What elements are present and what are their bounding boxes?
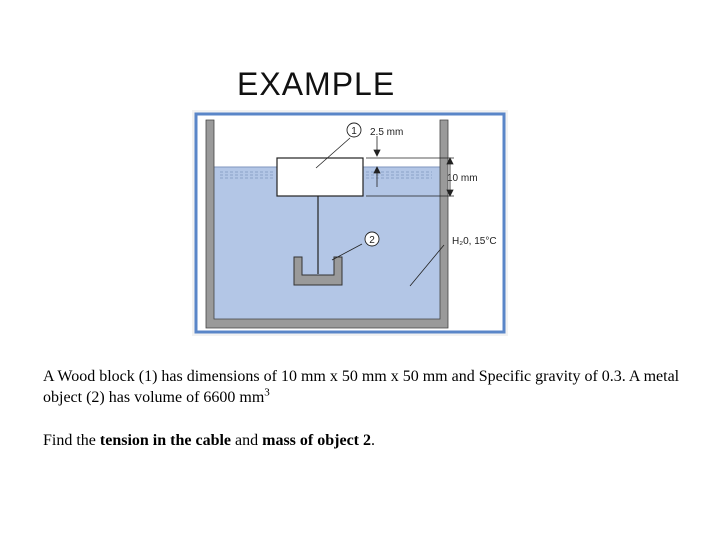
slide-title: EXAMPLE xyxy=(237,66,396,102)
volume-exponent: 3 xyxy=(264,386,270,399)
question-mid: and xyxy=(231,432,263,449)
problem-question xyxy=(43,430,683,451)
fluid-label: H₂0, 15°C xyxy=(452,236,497,247)
problem-statement xyxy=(43,366,683,451)
question-prefix: Find the xyxy=(43,432,100,449)
question-bold-tension: tension in the cable xyxy=(99,432,232,449)
wood-block xyxy=(277,158,363,196)
question-suffix: . xyxy=(371,432,375,449)
question-bold-mass: mass of object 2 xyxy=(262,432,371,449)
dim-top-gap-label: 2.5 mm xyxy=(370,127,404,138)
dim-block-height-label: 10 mm xyxy=(447,173,478,184)
label-object-2: 2 xyxy=(369,235,375,246)
problem-given-text: A Wood block (1) has dimensions of 10 mm x 50 mm x 50 mm and Specific gravity of 0.3. A metal object (2) has volume of 6600 mm xyxy=(43,368,680,406)
problem-given xyxy=(43,366,683,408)
tank-diagram xyxy=(192,110,508,336)
label-object-1: 1 xyxy=(351,126,357,137)
